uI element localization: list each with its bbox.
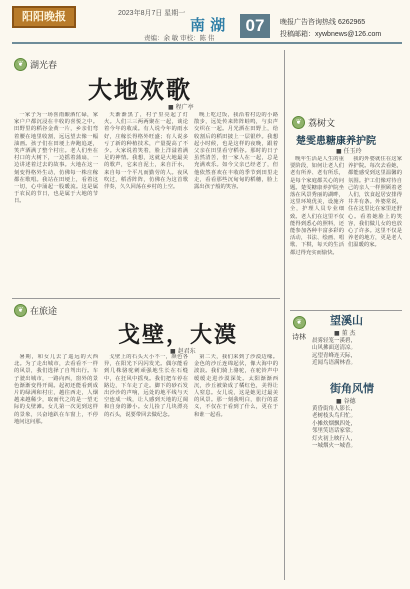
article-column <box>104 354 188 580</box>
article-column <box>104 112 188 294</box>
column-tag-right-mid <box>292 316 306 342</box>
article-byline: ■ 赵君东 <box>170 348 196 355</box>
editor-credits: 责编：余 敏 审校：陈 伟 <box>144 35 215 42</box>
article-column <box>14 354 98 580</box>
paragraph: 一家子为一场喜雨酿酒忙碌，家家户户都沉浸在丰收的喜悦之中。田野里的稻谷金黄一片，乡亲们弯着腰在地里收割，远远望去像一幅油画。孩子们在田埂上奔跑追逐，笑声洒满了整个村庄。老人们坐在村口的大树下，一边摇着蒲扇，一边讲述着过去的故事。大地在这一刻变得格外生动，仿佛每一株庄稼都在歌唱。我站在田埂上，看着这一切，心中涌起一股暖流。这是属于农民的节日，也是属于大地的节日。 <box>14 112 98 205</box>
article-column <box>290 156 344 304</box>
column-divider <box>284 50 285 580</box>
article-column <box>348 156 402 304</box>
leaf-icon: ❦ <box>14 304 27 317</box>
ad-hotline: 晚报广告咨询热线 6262965 <box>280 19 366 26</box>
section-title: 南 湖 <box>190 16 226 34</box>
section-divider <box>12 298 280 299</box>
column-tag-left-mid <box>14 304 57 317</box>
page-number: 07 <box>240 14 270 38</box>
poem-title: 街角风情 <box>330 382 374 395</box>
column-tag-right-top <box>292 116 335 129</box>
masthead <box>0 0 410 44</box>
leaf-icon: ❦ <box>14 58 27 71</box>
article-column <box>194 354 278 580</box>
paragraph: 第二天，我们来到了沙漠边缘。金色的沙丘连绵起伏，像大海中的波浪。我们骑上骆驼，在驼铃声中缓缓走进沙漠深处。太阳渐渐西沉，沙丘被染成了橘红色，美得让人窒息。女儿说，这是她见过最美的风景。那一刻我明白，旅行的意义，不仅在于看到了什么，更在于和谁一起看。 <box>194 354 278 418</box>
paragraph: 戈壁上的石头大小不一，颜色各异，在阳光下闪闪发光。偶尔能看到几株骆驼刺顽强地生长在石缝中，在狂风中摇曳。我们把车停在路边，下车走了走。脚下的砂石发出沙沙的声响，远处的地平线与天空连成一线，让人感到天地的辽阔和自身的渺小。女儿捡了几块漂亮的石头，说要带回去做纪念。 <box>104 354 188 418</box>
issue-date: 2023年8月7日 星期一 <box>118 10 186 17</box>
column-tag-label: 湖光春 <box>30 61 58 71</box>
paragraph: 天渐渐黑了，村子里亮起了灯火。人们三三两两聚在一起，谈论着今年的收成。有人说今年的雨水好，庄稼长得格外旺盛；有人说多亏了新的种植技术，产量提高了不少。大家说着笑着，脸上洋溢着满足的神情。我想，这就是大地最美的歌声，它来自泥土，来自汗水，来自每一个平凡而勤劳的人。夜风吹过，稻香阵阵，仿佛在为这首歌伴奏，久久回荡在乡村的上空。 <box>104 112 188 191</box>
paragraph: 晚年生活是人生的重要阶段，如何让老人们老有所养、老有所乐，是每个家庭都关心的问题。楚雯糖康养护院坐落在风景秀丽的湖畔，这里环境优美，设施齐全，护理人员专业细致。老人们在这里不仅能得到悉心的照料，还能参加各种丰富多彩的活动，书法、绘画、唱歌、下棋，每天的生活都过得充实而愉快。 <box>290 156 344 256</box>
poem-author: ■ 谷德 <box>336 398 356 405</box>
article-byline: ■ 程广亭 <box>168 104 194 111</box>
article-column <box>14 112 98 294</box>
article-column <box>194 112 278 294</box>
article-title: 大地欢歌 <box>88 75 192 104</box>
header-rule <box>12 42 402 44</box>
paragraph: 我的外婆就住在这家养护院。每次去看她，都能感受到这里温馨的氛围。护工们像对待自己的亲人一样照顾着老人们，饮食起居安排得井井有条。外婆常说，住在这里比在家里还舒心。看着她脸上的笑容，我们做儿女的也放心了许多。这里不仅是养老的地方，更是老人们温暖的家。 <box>348 156 402 249</box>
poem-title: 望溪山 <box>330 314 363 327</box>
poem-body: 黄昏街角人影长， 老树枝头鸟归忙。 小摊炊烟飘四处， 邻里笑语话家常。 灯火初上映行人， 一城烟火一城香。 <box>312 406 357 450</box>
column-tag-left-top <box>14 58 57 71</box>
column-tag-label: 荔树文 <box>308 119 336 129</box>
submission-email: 投稿邮箱：xywbnews@126.com <box>280 31 382 38</box>
poem-body: 晨雾轻笼一溪碧， 山风拂面送清凉。 远望青峰连天际， 近闻鸟语满林香。 <box>312 338 357 367</box>
article-title: 楚雯患糖康养护院 <box>296 136 376 147</box>
column-tag-label: 诗林 <box>292 333 306 341</box>
newspaper-logo: 阳阳晚报 <box>12 6 76 28</box>
paragraph: 晚上吃过饭，我沿着村边的小路散步，远处传来阵阵蛙鸣，与虫声交织在一起。月光洒在田野上，给收割后的稻田披上一层银纱。我想起小时候，也是这样的夜晚，跟着父亲在田里看守稻谷。那时的日子虽然清苦，但一家人在一起，总是充满欢乐。如今父亲已经老了，但他依然喜欢在丰收的季节到田里走走，看看那些沉甸甸的稻穗，脸上露出孩子般的笑容。 <box>194 112 278 191</box>
leaf-icon: ❦ <box>292 116 305 129</box>
column-tag-label: 在旅途 <box>30 307 58 317</box>
article-title: 戈壁，大漠 <box>118 322 239 348</box>
poem-author: ■ 董 杰 <box>334 330 356 337</box>
leaf-icon: ❦ <box>293 316 306 329</box>
article-byline: ■ 任玉玲 <box>336 148 362 155</box>
paragraph: 暑期，和女儿去了遥远的大西北。为了走出城市，去看看不一样的风景，我们选择了自驾出行。车子驶出城市，一路向西，窗外的景色渐渐变得开阔。起初还能看到成片的绿洲和村庄，越往西走，人烟越来越稀少，取而代之的是一望无际的戈壁滩。女儿第一次见到这样的景象，兴奋地趴在车窗上，不停地问这问那。 <box>14 354 98 425</box>
section-divider <box>290 310 402 311</box>
